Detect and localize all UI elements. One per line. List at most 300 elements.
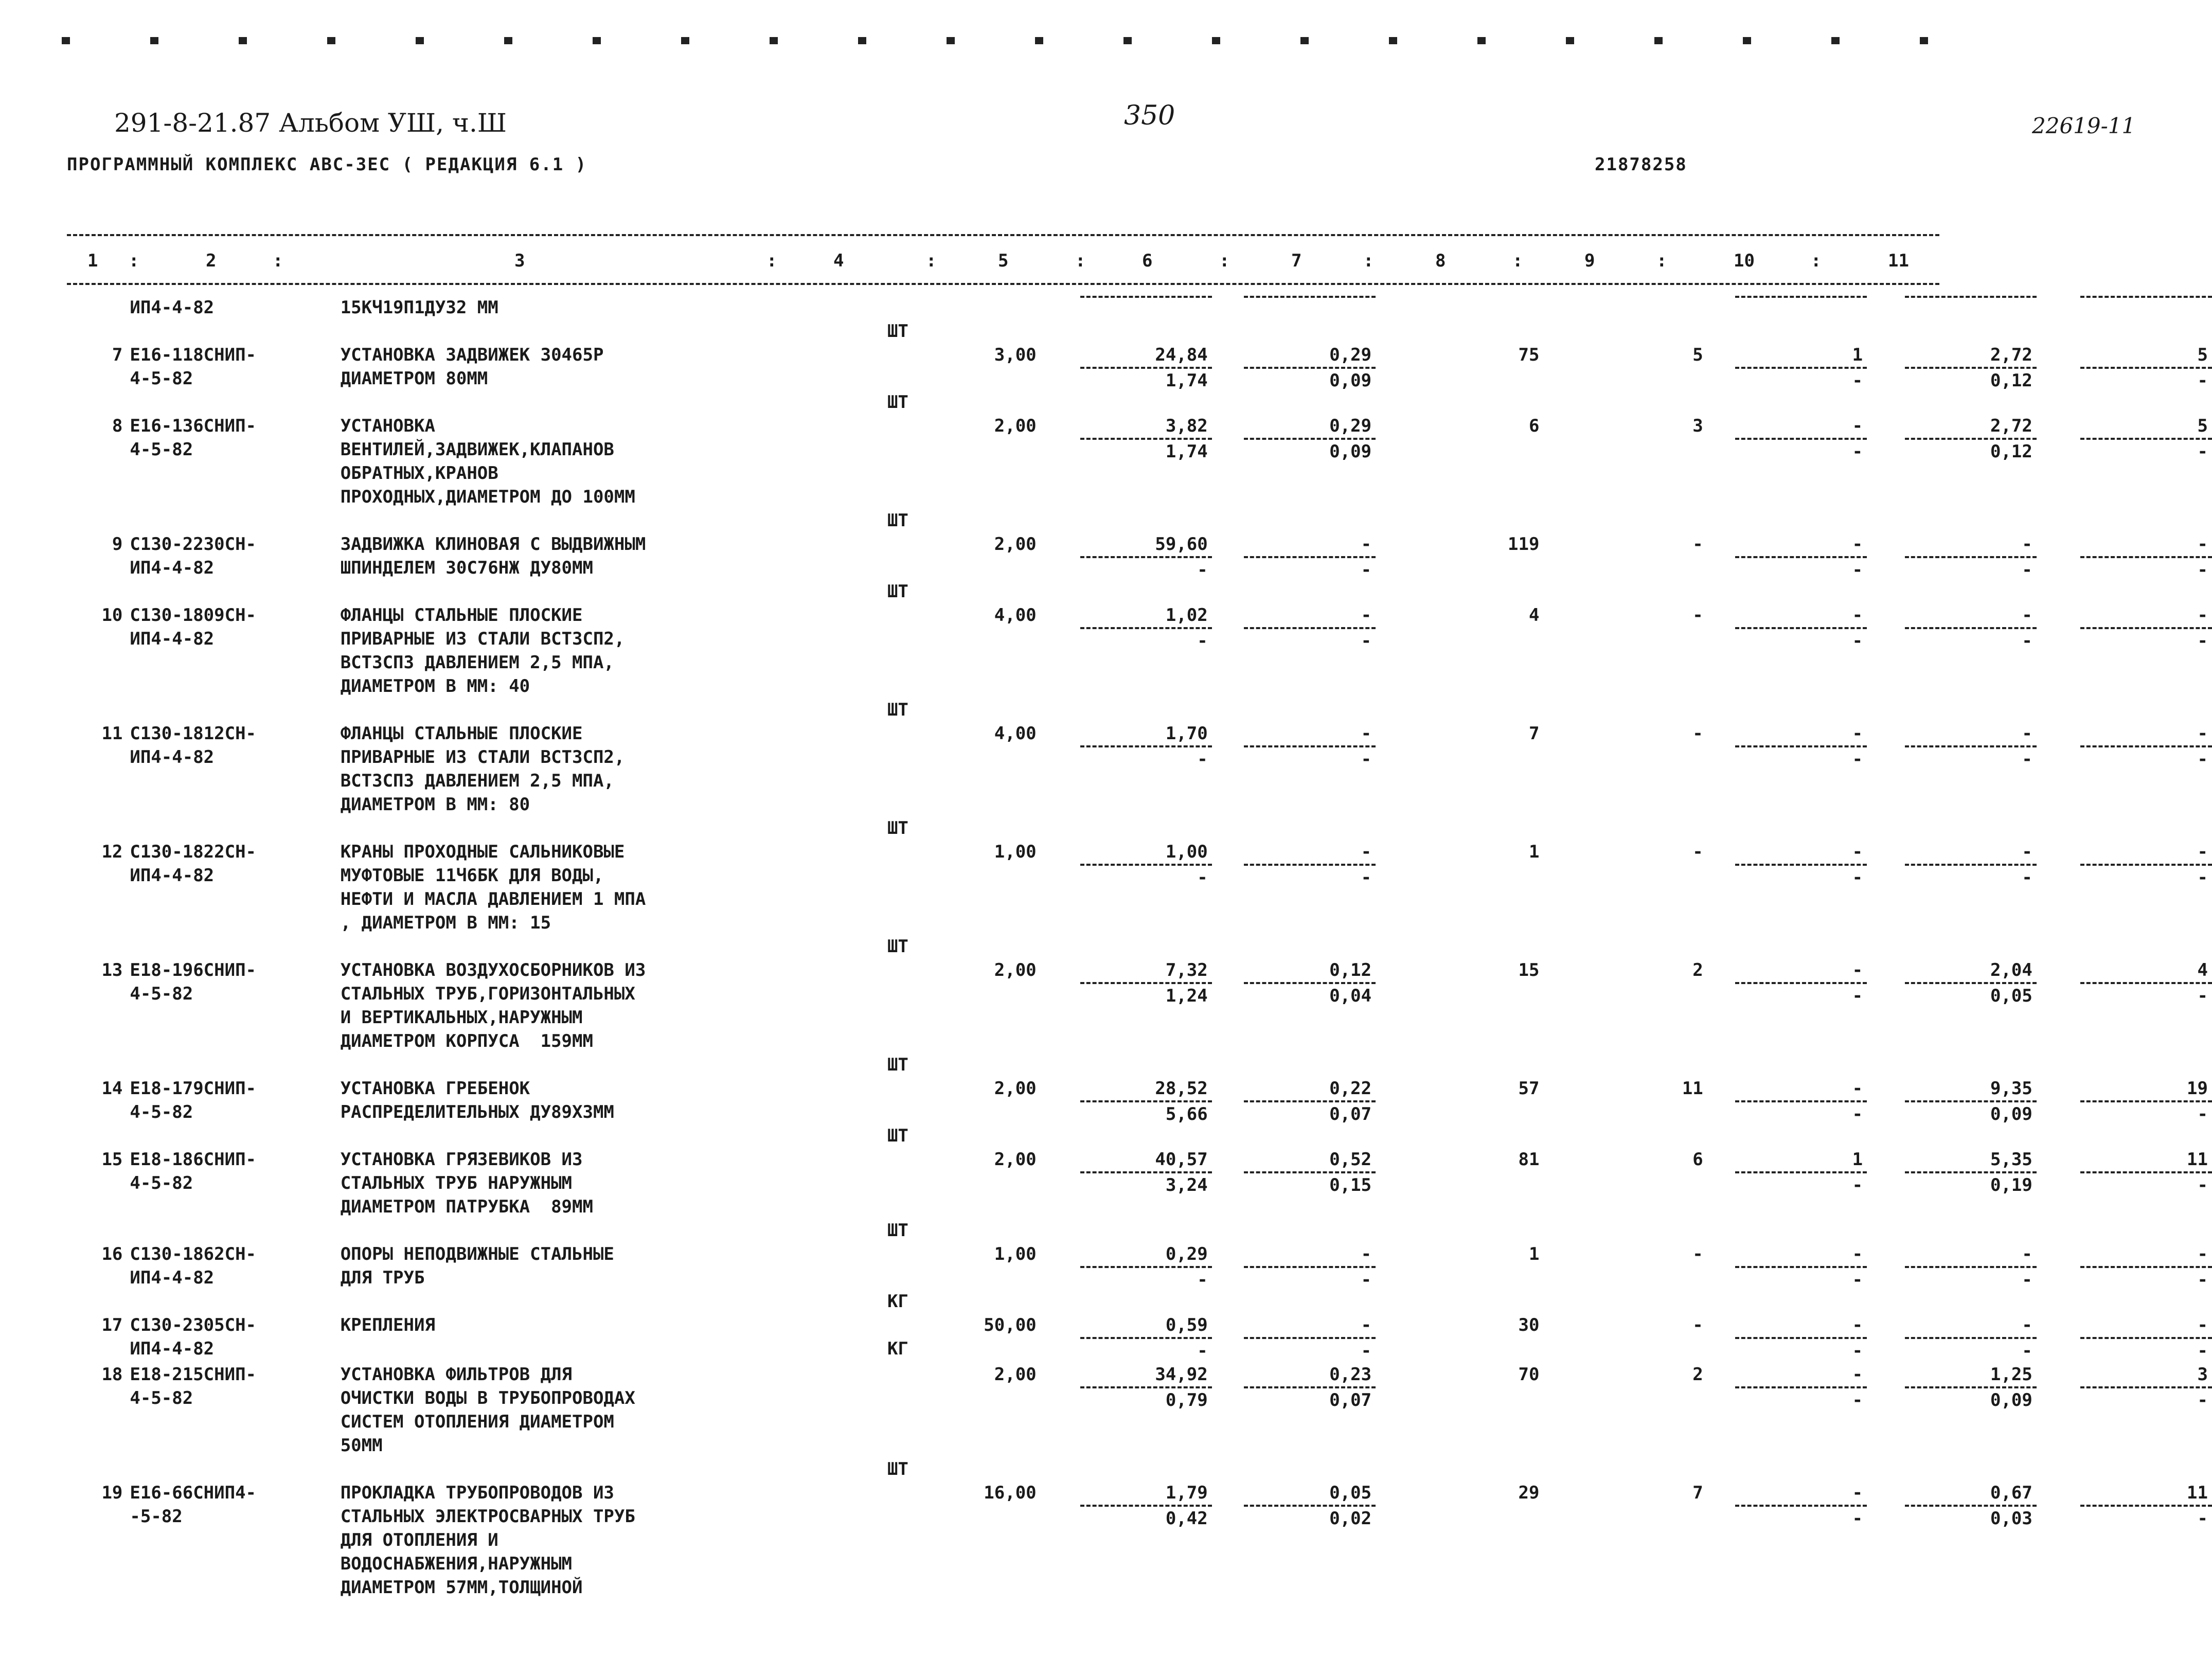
- machine-cost-top: -: [1244, 840, 1376, 866]
- labor-top: -: [1905, 532, 2037, 558]
- wages: [1539, 840, 1703, 958]
- unit-of-measure: ШТ: [887, 1126, 908, 1146]
- row-number-cell: [0, 296, 130, 343]
- description-cell: [341, 1242, 914, 1313]
- labor: [1867, 1481, 2037, 1599]
- labor-total: [2037, 958, 2212, 1077]
- table-row: [0, 722, 2212, 840]
- labor-top: -: [1905, 840, 2037, 866]
- total-cost: [1376, 296, 1539, 343]
- program-subtitle: ПРОГРАММНЫЙ КОМПЛЕКС АВС-ЗЕС ( РЕДАКЦИЯ 6.1 ): [67, 154, 587, 175]
- norm-code: С130-2305СН- ИП4-4-82: [130, 1315, 257, 1359]
- labor-top: -: [1905, 722, 2037, 747]
- wages-value: 2: [1692, 960, 1703, 980]
- labor-bottom: 0,12: [1990, 370, 2032, 391]
- unit-cost-top: 59,60: [1080, 532, 1212, 558]
- row-number: 10: [101, 605, 123, 626]
- total-cost-value: 70: [1518, 1364, 1540, 1385]
- quantity-cell: [914, 1313, 1037, 1363]
- labor-total-bottom: -: [2197, 749, 2208, 770]
- machine-wages-top: -: [1735, 1363, 1867, 1388]
- labor-top: [1905, 296, 2037, 298]
- labor: [1867, 1363, 2037, 1481]
- row-number-cell: [0, 1313, 130, 1363]
- row-number-cell: [0, 1242, 130, 1313]
- unit-of-measure: КГ: [887, 1291, 908, 1312]
- unit-cost-top: 34,92: [1080, 1363, 1212, 1388]
- labor-total-top: 19: [2080, 1077, 2212, 1102]
- machine-wages: [1703, 343, 1867, 414]
- machine-cost-bottom: 0,09: [1329, 370, 1372, 391]
- column-number-1: 1: [87, 251, 98, 271]
- row-number-cell: [0, 532, 130, 603]
- labor-bottom: -: [2022, 631, 2032, 651]
- unit-cost-bottom: 1,24: [1165, 986, 1208, 1006]
- wages: [1539, 1313, 1703, 1363]
- unit-cost: [1037, 532, 1212, 603]
- total-cost: [1376, 603, 1539, 722]
- machine-cost: [1212, 958, 1376, 1077]
- row-number-cell: [0, 603, 130, 722]
- norm-code: С130-2230СН- ИП4-4-82: [130, 534, 257, 578]
- machine-cost: [1212, 840, 1376, 958]
- wages: [1539, 722, 1703, 840]
- labor-total-top: 3: [2080, 1363, 2212, 1388]
- machine-cost-top: [1244, 296, 1376, 298]
- unit-cost-bottom: 0,79: [1165, 1390, 1208, 1411]
- total-cost-value: 1: [1528, 842, 1540, 862]
- labor-total-bottom: -: [2197, 1341, 2208, 1361]
- description-cell: [341, 1363, 914, 1481]
- wages-value: 11: [1682, 1078, 1703, 1099]
- unit-cost: [1037, 343, 1212, 414]
- machine-wages-top: -: [1735, 532, 1867, 558]
- wages-value: 5: [1692, 345, 1703, 365]
- work-description: УСТАНОВКА ВОЗДУХОСБОРНИКОВ ИЗ СТАЛЬНЫХ ТРУБ,ГОРИЗОНТАЛЬНЫХ И ВЕРТИКАЛЬНЫХ,НАРУЖНЫМ ДИАМЕТРОМ КОРПУСА 159ММ: [340, 960, 646, 1051]
- machine-wages-bottom: -: [1852, 986, 1863, 1006]
- labor-top: -: [1905, 1242, 2037, 1268]
- machine-cost-top: -: [1244, 722, 1376, 747]
- unit-cost-top: 1,79: [1080, 1481, 1212, 1507]
- wages-value: 7: [1692, 1483, 1703, 1503]
- total-cost-value: 57: [1518, 1078, 1540, 1099]
- machine-wages-bottom: -: [1852, 1270, 1863, 1290]
- labor-total: [2037, 296, 2212, 343]
- norm-code: Е16-66СНИП4- -5-82: [130, 1483, 257, 1527]
- machine-wages-bottom: -: [1852, 560, 1863, 580]
- description-cell: [341, 1148, 914, 1242]
- total-cost: [1376, 722, 1539, 840]
- row-number-cell: [0, 343, 130, 414]
- work-description: ЗАДВИЖКА КЛИНОВАЯ С ВЫДВИЖНЫМ ШПИНДЕЛЕМ 30С76НЖ ДУ80ММ: [340, 534, 646, 578]
- quantity: 16,00: [984, 1483, 1037, 1503]
- wages-value: -: [1692, 723, 1703, 744]
- unit-cost: [1037, 840, 1212, 958]
- total-cost: [1376, 1313, 1539, 1363]
- column-number-2: 2: [206, 251, 217, 271]
- labor-total-top: -: [2080, 1242, 2212, 1268]
- total-cost-value: 15: [1518, 960, 1540, 980]
- total-cost: [1376, 840, 1539, 958]
- description-cell: [341, 958, 914, 1077]
- quantity-cell: [914, 1242, 1037, 1313]
- quantity: 2,00: [994, 1078, 1037, 1099]
- unit-of-measure: ШТ: [887, 321, 908, 342]
- machine-wages-bottom: -: [1852, 1341, 1863, 1361]
- labor: [1867, 1077, 2037, 1148]
- unit-cost: [1037, 1481, 1212, 1599]
- row-number-cell: [0, 1481, 130, 1599]
- labor-top: 2,04: [1905, 958, 2037, 984]
- work-description: ПРОКЛАДКА ТРУБОПРОВОДОВ ИЗ СТАЛЬНЫХ ЭЛЕКТРОСВАРНЫХ ТРУБ ДЛЯ ОТОПЛЕНИЯ И ВОДОСНАБЖЕНИЯ,НАРУЖНЫМ ДИАМЕТРОМ 57ММ,ТОЛЩИНОЙ: [340, 1483, 635, 1598]
- unit-cost-top: 24,84: [1080, 343, 1212, 369]
- machine-cost-top: -: [1244, 603, 1376, 629]
- machine-wages-top: -: [1735, 1242, 1867, 1268]
- machine-wages-top: -: [1735, 1481, 1867, 1507]
- machine-wages-top: -: [1735, 958, 1867, 984]
- quantity-cell: [914, 1077, 1037, 1148]
- machine-wages-top: -: [1735, 1313, 1867, 1339]
- estimate-table: [0, 296, 2212, 1599]
- machine-cost-bottom: -: [1361, 867, 1372, 888]
- labor-total: [2037, 343, 2212, 414]
- unit-cost-bottom: -: [1197, 1270, 1208, 1290]
- column-separator: :: [1811, 251, 1822, 271]
- machine-wages: [1703, 1148, 1867, 1242]
- work-description: УСТАНОВКА ФИЛЬТРОВ ДЛЯ ОЧИСТКИ ВОДЫ В ТРУБОПРОВОДАХ СИСТЕМ ОТОПЛЕНИЯ ДИАМЕТРОМ 50ММ: [340, 1364, 635, 1456]
- total-cost-value: 29: [1518, 1483, 1540, 1503]
- machine-cost-top: 0,12: [1244, 958, 1376, 984]
- labor-total-top: -: [2080, 840, 2212, 866]
- quantity-cell: [914, 958, 1037, 1077]
- unit-cost-bottom: 1,74: [1165, 441, 1208, 462]
- labor-total: [2037, 840, 2212, 958]
- unit-cost-top: 7,32: [1080, 958, 1212, 984]
- norm-code: С130-1812СН- ИП4-4-82: [130, 723, 257, 768]
- labor-total: [2037, 722, 2212, 840]
- machine-cost: [1212, 414, 1376, 532]
- description-cell: [341, 532, 914, 603]
- machine-cost-top: -: [1244, 1242, 1376, 1268]
- labor-total: [2037, 1077, 2212, 1148]
- labor-total: [2037, 1481, 2212, 1599]
- labor-total-top: [2080, 296, 2212, 298]
- wages: [1539, 296, 1703, 343]
- norm-code-cell: [130, 296, 340, 343]
- work-description: УСТАНОВКА ЗАДВИЖЕК 30465Р ДИАМЕТРОМ 80ММ: [340, 345, 604, 389]
- work-description: ФЛАНЦЫ СТАЛЬНЫЕ ПЛОСКИЕ ПРИВАРНЫЕ ИЗ СТАЛИ ВСТЗСП2, ВСТЗСП3 ДАВЛЕНИЕМ 2,5 МПА, ДИАМЕТРОМ В ММ: 80: [340, 723, 625, 815]
- norm-code-cell: [130, 343, 340, 414]
- norm-code-cell: [130, 958, 340, 1077]
- machine-cost-top: 0,22: [1244, 1077, 1376, 1102]
- table-row: [0, 343, 2212, 414]
- quantity: 1,00: [994, 1244, 1037, 1264]
- total-cost: [1376, 958, 1539, 1077]
- labor-total-top: -: [2080, 722, 2212, 747]
- row-number-cell: [0, 1077, 130, 1148]
- work-description: ФЛАНЦЫ СТАЛЬНЫЕ ПЛОСКИЕ ПРИВАРНЫЕ ИЗ СТАЛИ ВСТЗСП2, ВСТЗСП3 ДАВЛЕНИЕМ 2,5 МПА, ДИАМЕТРОМ В ММ: 40: [340, 605, 625, 697]
- labor-bottom: -: [2022, 1270, 2032, 1290]
- unit-of-measure: ШТ: [887, 581, 908, 602]
- document-code: 21878258: [1595, 154, 1687, 175]
- unit-cost: [1037, 722, 1212, 840]
- total-cost: [1376, 414, 1539, 532]
- machine-cost-bottom: -: [1361, 1341, 1372, 1361]
- unit-of-measure: ШТ: [887, 700, 908, 720]
- unit-cost: [1037, 1363, 1212, 1481]
- machine-wages-top: -: [1735, 414, 1867, 440]
- labor-top: -: [1905, 1313, 2037, 1339]
- machine-wages-bottom: -: [1852, 1104, 1863, 1125]
- norm-code: Е18-215СНИП- 4-5-82: [130, 1364, 257, 1408]
- quantity: 4,00: [994, 723, 1037, 744]
- machine-wages-top: 1: [1735, 343, 1867, 369]
- labor-total-top: -: [2080, 1313, 2212, 1339]
- labor-total: [2037, 414, 2212, 532]
- column-number-3: 3: [514, 251, 525, 271]
- description-cell: [341, 296, 914, 343]
- wages-value: -: [1692, 842, 1703, 862]
- total-cost: [1376, 343, 1539, 414]
- table-row: [0, 1077, 2212, 1148]
- machine-wages: [1703, 296, 1867, 343]
- machine-wages-bottom: -: [1852, 1508, 1863, 1529]
- machine-wages: [1703, 722, 1867, 840]
- labor-total-top: 11: [2080, 1148, 2212, 1173]
- machine-cost: [1212, 1313, 1376, 1363]
- labor-bottom: 0,12: [1990, 441, 2032, 462]
- norm-code-cell: [130, 1313, 340, 1363]
- total-cost: [1376, 1363, 1539, 1481]
- labor: [1867, 532, 2037, 603]
- work-description: УСТАНОВКА ГРЯЗЕВИКОВ ИЗ СТАЛЬНЫХ ТРУБ НАРУЖНЫМ ДИАМЕТРОМ ПАТРУБКА 89ММ: [340, 1149, 593, 1217]
- machine-wages-top: -: [1735, 603, 1867, 629]
- unit-of-measure: ШТ: [887, 392, 908, 413]
- machine-wages: [1703, 532, 1867, 603]
- machine-wages: [1703, 1313, 1867, 1363]
- machine-cost: [1212, 296, 1376, 343]
- column-number-5: 5: [998, 251, 1009, 271]
- labor: [1867, 343, 2037, 414]
- norm-code: Е16-136СНИП- 4-5-82: [130, 416, 257, 460]
- machine-wages: [1703, 1363, 1867, 1481]
- quantity-cell: [914, 343, 1037, 414]
- machine-cost-bottom: -: [1361, 749, 1372, 770]
- column-separator: :: [766, 251, 777, 271]
- norm-code: С130-1809СН- ИП4-4-82: [130, 605, 257, 649]
- quantity-cell: [914, 414, 1037, 532]
- norm-code: Е18-179СНИП- 4-5-82: [130, 1078, 257, 1122]
- table-row: [0, 603, 2212, 722]
- column-number-8: 8: [1435, 251, 1446, 271]
- labor-total: [2037, 1148, 2212, 1242]
- wages: [1539, 414, 1703, 532]
- unit-cost: [1037, 958, 1212, 1077]
- wages: [1539, 958, 1703, 1077]
- table-body: [0, 296, 2212, 1599]
- unit-cost-top: 1,70: [1080, 722, 1212, 747]
- unit-cost-bottom: -: [1197, 749, 1208, 770]
- top-dash-line: [62, 37, 1965, 44]
- wages: [1539, 532, 1703, 603]
- labor: [1867, 1313, 2037, 1363]
- norm-code-cell: [130, 1077, 340, 1148]
- quantity: 1,00: [994, 842, 1037, 862]
- unit-cost-top: 1,00: [1080, 840, 1212, 866]
- total-cost: [1376, 1242, 1539, 1313]
- row-number: 16: [101, 1244, 123, 1264]
- labor: [1867, 1242, 2037, 1313]
- unit-cost-top: 0,59: [1080, 1313, 1212, 1339]
- labor-total-bottom: -: [2197, 1270, 2208, 1290]
- labor-total-bottom: -: [2197, 1175, 2208, 1196]
- description-cell: [341, 414, 914, 532]
- row-number-cell: [0, 1148, 130, 1242]
- unit-of-measure: ШТ: [887, 510, 908, 531]
- table-row: [0, 414, 2212, 532]
- unit-of-measure: КГ: [887, 1339, 908, 1359]
- column-separator: :: [1656, 251, 1667, 271]
- unit-cost-bottom: -: [1197, 867, 1208, 888]
- description-cell: [341, 1313, 914, 1363]
- quantity: 50,00: [984, 1315, 1037, 1335]
- wages: [1539, 1148, 1703, 1242]
- norm-code-cell: [130, 1363, 340, 1481]
- labor-total: [2037, 1242, 2212, 1313]
- machine-cost-top: 0,29: [1244, 343, 1376, 369]
- row-number-cell: [0, 840, 130, 958]
- machine-wages-top: 1: [1735, 1148, 1867, 1173]
- machine-cost-top: 0,23: [1244, 1363, 1376, 1388]
- total-cost-value: 75: [1518, 345, 1540, 365]
- labor-top: 2,72: [1905, 414, 2037, 440]
- machine-cost: [1212, 1077, 1376, 1148]
- norm-code-cell: [130, 414, 340, 532]
- machine-wages-bottom: -: [1852, 867, 1863, 888]
- norm-code: Е16-118СНИП- 4-5-82: [130, 345, 257, 389]
- row-number-cell: [0, 958, 130, 1077]
- header-rule-top: [67, 234, 1939, 236]
- row-number: 19: [101, 1483, 123, 1503]
- quantity: 4,00: [994, 605, 1037, 626]
- norm-code-cell: [130, 1481, 340, 1599]
- norm-code-cell: [130, 840, 340, 958]
- labor-total-bottom: -: [2197, 370, 2208, 391]
- table-row: [0, 840, 2212, 958]
- machine-cost-bottom: 0,09: [1329, 441, 1372, 462]
- total-cost-value: 7: [1528, 723, 1540, 744]
- wages-value: -: [1692, 1315, 1703, 1335]
- quantity: 2,00: [994, 960, 1037, 980]
- total-cost: [1376, 1481, 1539, 1599]
- column-number-11: 11: [1888, 251, 1909, 271]
- quantity-cell: [914, 1148, 1037, 1242]
- labor-top: 9,35: [1905, 1077, 2037, 1102]
- table-row: [0, 1242, 2212, 1313]
- machine-cost-bottom: 0,07: [1329, 1104, 1372, 1125]
- column-number-4: 4: [833, 251, 844, 271]
- labor-top: 2,72: [1905, 343, 2037, 369]
- unit-cost-top: 40,57: [1080, 1148, 1212, 1173]
- wages-value: -: [1692, 534, 1703, 555]
- labor: [1867, 414, 2037, 532]
- labor-top: 0,67: [1905, 1481, 2037, 1507]
- row-number: 12: [101, 842, 123, 862]
- row-number: 13: [101, 960, 123, 980]
- total-cost: [1376, 532, 1539, 603]
- machine-cost-bottom: -: [1361, 1270, 1372, 1290]
- quantity: 2,00: [994, 1149, 1037, 1170]
- labor-total-bottom: -: [2197, 986, 2208, 1006]
- norm-code-cell: [130, 603, 340, 722]
- wages-value: 6: [1692, 1149, 1703, 1170]
- row-number-cell: [0, 414, 130, 532]
- norm-code-cell: [130, 532, 340, 603]
- description-cell: [341, 1077, 914, 1148]
- column-separator: :: [1075, 251, 1086, 271]
- row-number: 8: [112, 416, 123, 436]
- row-number: 9: [112, 534, 123, 555]
- wages-value: 2: [1692, 1364, 1703, 1385]
- machine-wages: [1703, 840, 1867, 958]
- table-row: [0, 532, 2212, 603]
- total-cost-value: 1: [1528, 1244, 1540, 1264]
- column-separator: :: [1219, 251, 1230, 271]
- labor-total: [2037, 603, 2212, 722]
- row-number: 17: [101, 1315, 123, 1335]
- machine-cost-top: -: [1244, 532, 1376, 558]
- album-title: 291-8-21.87 Альбом УШ, ч.Ш: [114, 108, 507, 138]
- labor-total-bottom: -: [2197, 631, 2208, 651]
- labor-total: [2037, 532, 2212, 603]
- wages: [1539, 1242, 1703, 1313]
- quantity: 3,00: [994, 345, 1037, 365]
- column-separator: :: [1363, 251, 1374, 271]
- machine-cost-bottom: 0,02: [1329, 1508, 1372, 1529]
- wages: [1539, 603, 1703, 722]
- labor-total-bottom: -: [2197, 867, 2208, 888]
- machine-wages: [1703, 1481, 1867, 1599]
- wages-value: -: [1692, 605, 1703, 626]
- machine-cost: [1212, 343, 1376, 414]
- table-row: [0, 1148, 2212, 1242]
- machine-cost: [1212, 1363, 1376, 1481]
- labor: [1867, 722, 2037, 840]
- quantity-cell: [914, 1481, 1037, 1599]
- labor: [1867, 603, 2037, 722]
- labor: [1867, 840, 2037, 958]
- column-separator: :: [1512, 251, 1523, 271]
- machine-wages-top: [1735, 296, 1867, 298]
- description-cell: [341, 1481, 914, 1599]
- quantity: 2,00: [994, 534, 1037, 555]
- machine-wages-bottom: -: [1852, 1390, 1863, 1411]
- machine-wages: [1703, 603, 1867, 722]
- quantity-cell: [914, 1363, 1037, 1481]
- page-number: 350: [1124, 100, 1175, 131]
- row-number: 18: [101, 1364, 123, 1385]
- wages: [1539, 1481, 1703, 1599]
- machine-wages-top: -: [1735, 840, 1867, 866]
- unit-cost: [1037, 1077, 1212, 1148]
- unit-cost-top: 28,52: [1080, 1077, 1212, 1102]
- labor-total: [2037, 1313, 2212, 1363]
- total-cost: [1376, 1077, 1539, 1148]
- labor-bottom: -: [2022, 560, 2032, 580]
- labor-bottom: -: [2022, 867, 2032, 888]
- column-separator: :: [129, 251, 139, 271]
- unit-cost: [1037, 296, 1212, 343]
